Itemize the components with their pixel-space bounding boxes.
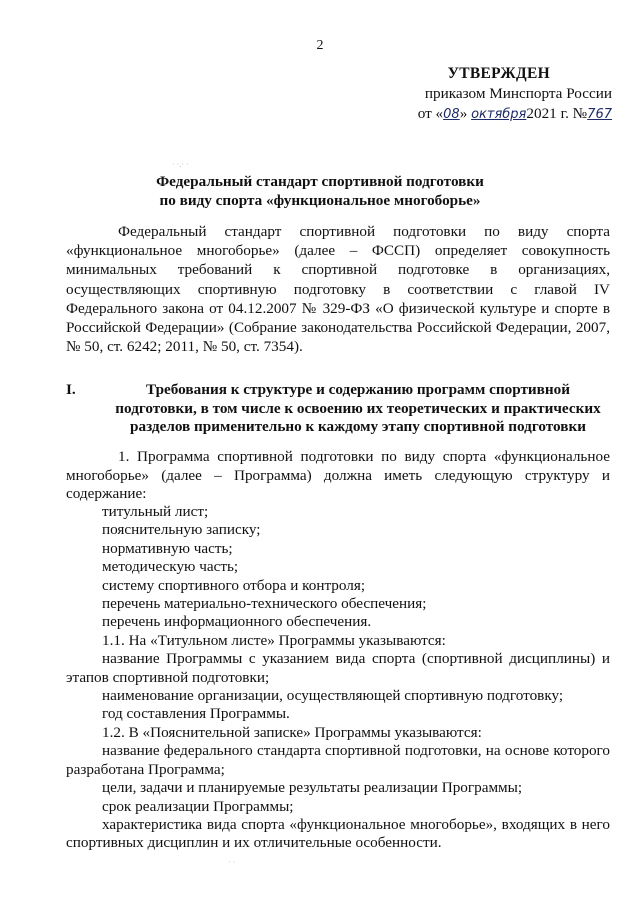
title-line-1: Федеральный стандарт спортивной подготовки	[156, 173, 484, 190]
item-1-paragraph: 1. Программа спортивной подготовки по виду спорта «функциональное многоборье» (далее – Программа) должна иметь следующую структуру и содержание:	[66, 448, 610, 503]
list-item: характеристика вида спорта «функциональное многоборье», входящих в него спортивных дисциплин и их отличительные особенности.	[66, 815, 610, 852]
intro-paragraph: Федеральный стандарт спортивной подготовки по виду спорта «функциональное многоборье» (далее – ФССП) определяет совокупность минимальных требований к спортивной подготовке в организациях, осуществляющих спортивную подготовку в соответствии с главой IV Федерального закона от 04.12.2007 № 329-ФЗ «О физической культуре и спорте в Российской Федерации» (Собрание законодательства Российской Федерации, 2007, № 50, ст. 6242; 2011, № 50, ст. 7354).	[66, 223, 610, 356]
approval-block	[332, 64, 612, 125]
list-item: пояснительную записку;	[102, 521, 261, 539]
list-item: наименование организации, осуществляющей спортивную подготовку;	[102, 687, 564, 705]
date-prefix: от «	[417, 105, 444, 122]
approval-date-line	[332, 104, 612, 125]
list-item: систему спортивного отбора и контроля;	[102, 576, 366, 594]
list-item: название федерального стандарта спортивной подготовки, на основе которого разработана Программа;	[66, 742, 610, 778]
section-number: I.	[66, 381, 76, 398]
scan-speckle: · ·.· ·	[172, 160, 189, 169]
structure-list	[66, 503, 610, 853]
list-item: перечень информационного обеспечения.	[102, 613, 372, 631]
date-day: 08	[443, 107, 460, 122]
list-item: год составления Программы.	[102, 705, 290, 723]
list-item: нормативную часть;	[102, 539, 233, 557]
page-number: 2	[316, 38, 324, 53]
subsection-1-2: 1.2. В «Пояснительной записке» Программы указываются:	[102, 723, 482, 741]
list-item: перечень материально-технического обеспечения;	[102, 595, 427, 613]
date-year: 2021 г. №	[526, 105, 588, 122]
list-item: цели, задачи и планируемые результаты реализации Программы;	[102, 779, 523, 797]
list-item: срок реализации Программы;	[102, 797, 294, 815]
date-month: октября	[471, 107, 527, 122]
document-title	[0, 172, 640, 210]
section-heading-text: Требования к структуре и содержанию программ спортивной подготовки, в том числе к освоению их теоретических и практических разделов применительно к каждому этапу спортивной подготовки	[115, 381, 601, 436]
list-item: название Программы с указанием вида спорта (спортивной дисциплины) и этапов спортивной подготовки;	[66, 650, 610, 686]
title-line-2: по виду спорта «функциональное многоборье»	[159, 192, 481, 209]
order-number: 767	[587, 107, 612, 122]
list-item: титульный лист;	[102, 503, 209, 520]
date-mid: »	[459, 105, 472, 122]
section-heading	[66, 381, 610, 437]
approval-order-line: приказом Минспорта России	[424, 85, 612, 102]
list-item: методическую часть;	[102, 558, 239, 576]
subsection-1-1: 1.1. На «Титульном листе» Программы указываются:	[102, 631, 446, 649]
scan-speckle: · ·	[228, 858, 236, 867]
approval-heading: УТВЕРЖДЕН	[447, 65, 550, 82]
